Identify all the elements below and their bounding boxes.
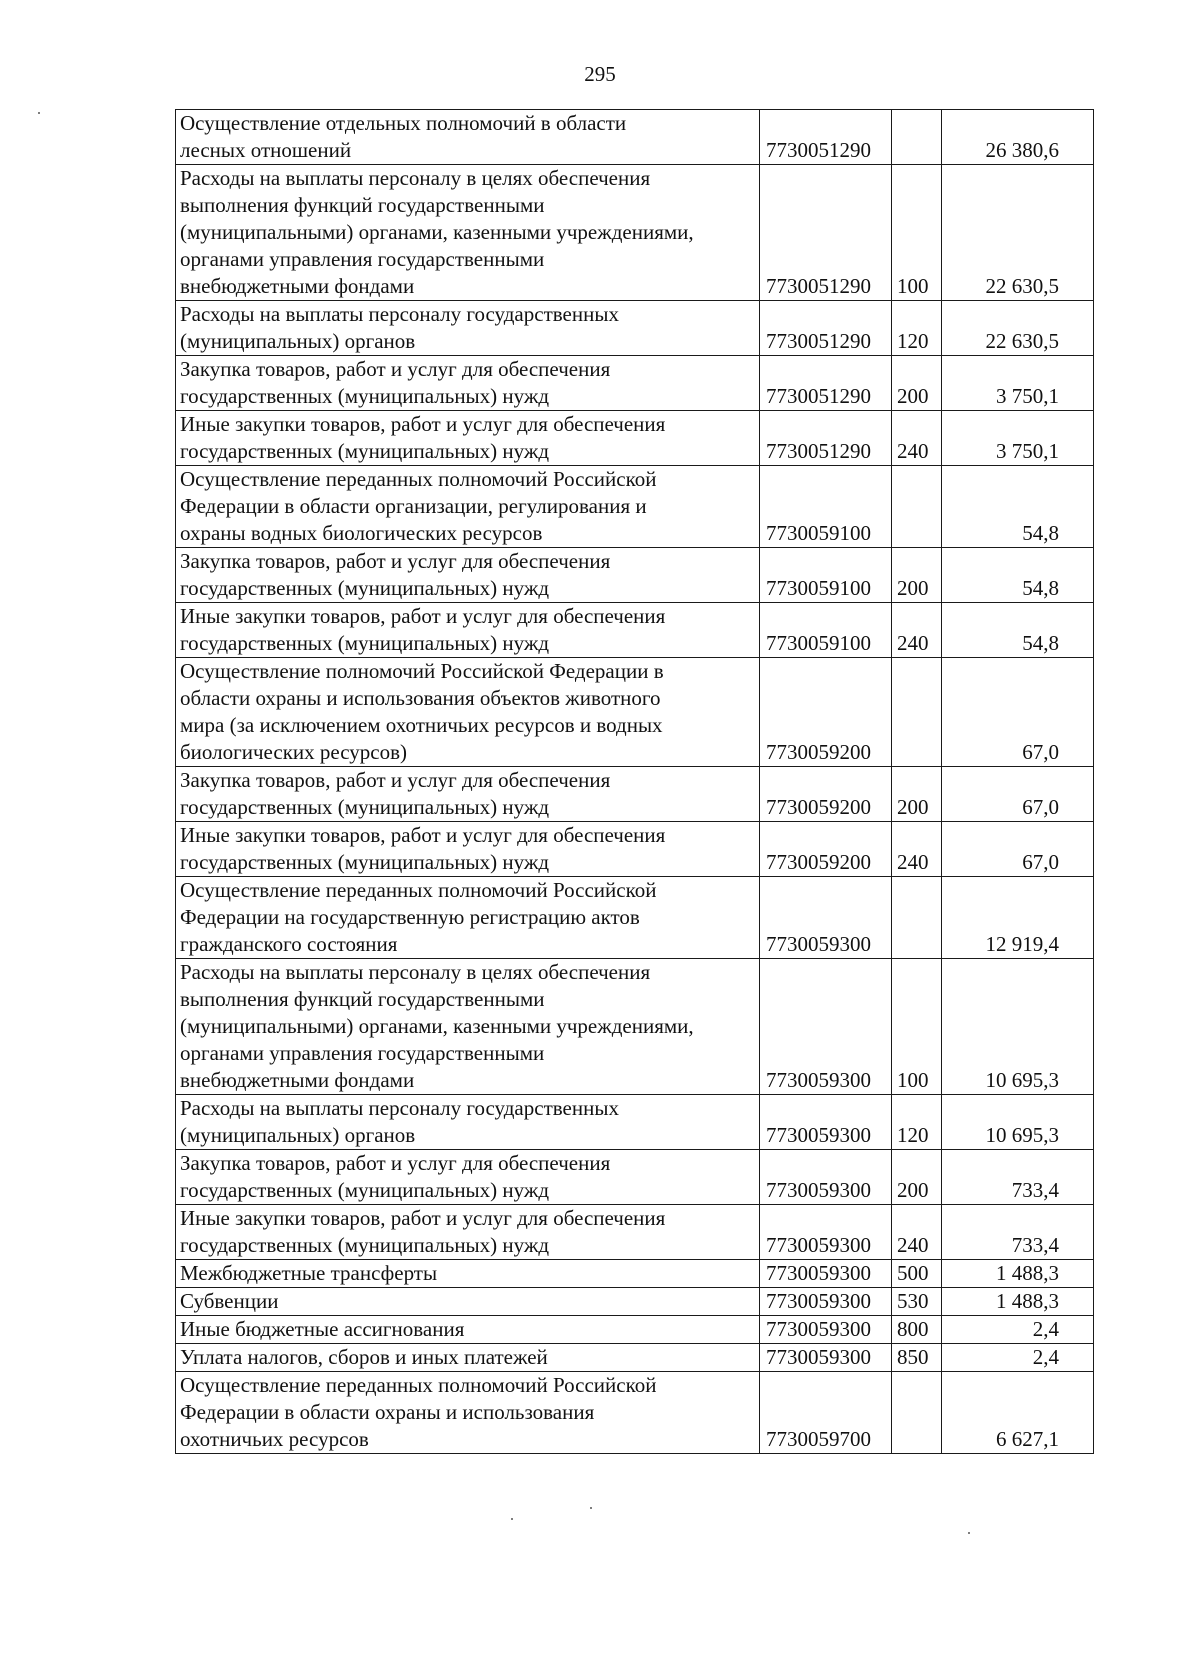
- expense-type-cell: [892, 658, 942, 767]
- expense-name-line: лесных отношений: [180, 138, 352, 162]
- table-row: [176, 1372, 1094, 1454]
- amount-cell: 54,8: [942, 548, 1094, 603]
- expense-name-line: государственных (муниципальных) нужд: [180, 384, 550, 408]
- table-row: [176, 356, 1094, 411]
- expense-type-cell: 240: [892, 822, 942, 877]
- expense-name-cell: [176, 877, 760, 959]
- amount-cell: 67,0: [942, 658, 1094, 767]
- expense-name-cell: [176, 603, 760, 658]
- expense-name-cell: [176, 356, 760, 411]
- expense-type-cell: [892, 877, 942, 959]
- table-row: [176, 165, 1094, 301]
- table-row: [176, 603, 1094, 658]
- target-code-cell: 7730051290: [760, 165, 892, 301]
- expense-name-cell: [176, 1344, 760, 1372]
- table-row: [176, 466, 1094, 548]
- expense-name-line: государственных (муниципальных) нужд: [180, 1233, 550, 1257]
- target-code-cell: 7730059100: [760, 603, 892, 658]
- table-body: [176, 110, 1094, 1454]
- target-code-cell: 7730059200: [760, 822, 892, 877]
- scan-speck: [38, 112, 40, 114]
- target-code-cell: 7730059300: [760, 877, 892, 959]
- expense-type-cell: 800: [892, 1316, 942, 1344]
- amount-cell: 22 630,5: [942, 165, 1094, 301]
- target-code-cell: 7730059300: [760, 1150, 892, 1205]
- expense-name-line: внебюджетными фондами: [180, 274, 415, 298]
- expense-name-line: органами управления государственными: [180, 247, 545, 271]
- table-row: [176, 1344, 1094, 1372]
- target-code-cell: 7730059300: [760, 1316, 892, 1344]
- expense-name-line: Закупка товаров, работ и услуг для обеспечения: [180, 1151, 611, 1175]
- amount-cell: 10 695,3: [942, 959, 1094, 1095]
- expense-name-line: государственных (муниципальных) нужд: [180, 631, 550, 655]
- amount-cell: 733,4: [942, 1150, 1094, 1205]
- expense-type-cell: [892, 1372, 942, 1454]
- expense-name-line: Иные закупки товаров, работ и услуг для обеспечения: [180, 604, 666, 628]
- table-row: [176, 877, 1094, 959]
- target-code-cell: 7730051290: [760, 110, 892, 165]
- expense-name-line: охотничьих ресурсов: [180, 1427, 369, 1451]
- expense-type-cell: 200: [892, 1150, 942, 1205]
- expense-name-line: выполнения функций государственными: [180, 193, 545, 217]
- expense-name-line: Иные закупки товаров, работ и услуг для обеспечения: [180, 1206, 666, 1230]
- expense-type-cell: [892, 110, 942, 165]
- amount-cell: 22 630,5: [942, 301, 1094, 356]
- expense-name-cell: [176, 658, 760, 767]
- expense-type-cell: 240: [892, 411, 942, 466]
- table-row: [176, 959, 1094, 1095]
- expense-name-line: Иные закупки товаров, работ и услуг для обеспечения: [180, 412, 666, 436]
- expense-name-line: (муниципальных) органов: [180, 1123, 416, 1147]
- table-row: [176, 110, 1094, 165]
- expense-name-line: мира (за исключением охотничьих ресурсов и водных: [180, 713, 663, 737]
- expense-type-cell: 850: [892, 1344, 942, 1372]
- table-row: [176, 822, 1094, 877]
- expense-name-line: внебюджетными фондами: [180, 1068, 415, 1092]
- expense-name-line: государственных (муниципальных) нужд: [180, 795, 550, 819]
- expense-name-cell: [176, 411, 760, 466]
- table-row: [176, 1288, 1094, 1316]
- expense-name-line: выполнения функций государственными: [180, 987, 545, 1011]
- table-row: [176, 411, 1094, 466]
- expense-name-line: области охраны и использования объектов животного: [180, 686, 661, 710]
- target-code-cell: 7730059300: [760, 1095, 892, 1150]
- expense-type-cell: 200: [892, 548, 942, 603]
- expense-name-line: Уплата налогов, сборов и иных платежей: [180, 1345, 548, 1369]
- expense-name-line: Закупка товаров, работ и услуг для обеспечения: [180, 549, 611, 573]
- expense-type-cell: 100: [892, 165, 942, 301]
- expense-type-cell: 200: [892, 767, 942, 822]
- target-code-cell: 7730059100: [760, 466, 892, 548]
- expense-name-line: государственных (муниципальных) нужд: [180, 1178, 550, 1202]
- expense-name-line: Расходы на выплаты персоналу в целях обеспечения: [180, 960, 651, 984]
- scan-speck: [590, 1507, 592, 1509]
- target-code-cell: 7730059300: [760, 1344, 892, 1372]
- expense-name-line: гражданского состояния: [180, 932, 398, 956]
- expense-name-line: Осуществление полномочий Российской Федерации в: [180, 659, 664, 683]
- expense-name-cell: [176, 110, 760, 165]
- expense-type-cell: 530: [892, 1288, 942, 1316]
- amount-cell: 54,8: [942, 603, 1094, 658]
- expense-name-cell: [176, 1288, 760, 1316]
- table-row: [176, 1260, 1094, 1288]
- expense-name-line: Осуществление переданных полномочий Российской: [180, 467, 657, 491]
- table-row: [176, 1316, 1094, 1344]
- expense-name-line: Межбюджетные трансферты: [180, 1261, 438, 1285]
- amount-cell: 6 627,1: [942, 1372, 1094, 1454]
- table-row: [176, 767, 1094, 822]
- expense-name-line: органами управления государственными: [180, 1041, 545, 1065]
- expense-name-line: Осуществление переданных полномочий Российской: [180, 1373, 657, 1397]
- table-row: [176, 658, 1094, 767]
- target-code-cell: 7730051290: [760, 356, 892, 411]
- expense-name-line: (муниципальными) органами, казенными учреждениями,: [180, 220, 694, 244]
- table-row: [176, 1150, 1094, 1205]
- expense-type-cell: 500: [892, 1260, 942, 1288]
- target-code-cell: 7730059300: [760, 1260, 892, 1288]
- expense-name-cell: [176, 165, 760, 301]
- expense-name-cell: [176, 1260, 760, 1288]
- expense-name-line: государственных (муниципальных) нужд: [180, 439, 550, 463]
- amount-cell: 26 380,6: [942, 110, 1094, 165]
- expense-type-cell: 240: [892, 1205, 942, 1260]
- scan-speck: [968, 1532, 970, 1534]
- table-row: [176, 548, 1094, 603]
- amount-cell: 2,4: [942, 1344, 1094, 1372]
- budget-table: [175, 109, 1094, 1454]
- expense-name-line: Закупка товаров, работ и услуг для обеспечения: [180, 768, 611, 792]
- expense-name-cell: [176, 767, 760, 822]
- expense-name-line: Федерации в области организации, регулирования и: [180, 494, 647, 518]
- expense-name-line: Осуществление переданных полномочий Российской: [180, 878, 657, 902]
- expense-name-line: Иные бюджетные ассигнования: [180, 1317, 465, 1341]
- target-code-cell: 7730059200: [760, 767, 892, 822]
- expense-type-cell: 120: [892, 301, 942, 356]
- amount-cell: 54,8: [942, 466, 1094, 548]
- amount-cell: 67,0: [942, 767, 1094, 822]
- amount-cell: 3 750,1: [942, 356, 1094, 411]
- expense-name-cell: [176, 1150, 760, 1205]
- expense-name-line: Расходы на выплаты персоналу государственных: [180, 302, 619, 326]
- expense-name-cell: [176, 466, 760, 548]
- expense-name-cell: [176, 301, 760, 356]
- expense-name-line: Расходы на выплаты персоналу в целях обеспечения: [180, 166, 651, 190]
- expense-name-line: государственных (муниципальных) нужд: [180, 576, 550, 600]
- expense-name-line: Расходы на выплаты персоналу государственных: [180, 1096, 619, 1120]
- expense-name-cell: [176, 548, 760, 603]
- expense-name-cell: [176, 1372, 760, 1454]
- scan-speck: [511, 1518, 513, 1520]
- amount-cell: 12 919,4: [942, 877, 1094, 959]
- expense-name-cell: [176, 959, 760, 1095]
- expense-type-cell: 200: [892, 356, 942, 411]
- target-code-cell: 7730051290: [760, 301, 892, 356]
- expense-name-line: Федерации в области охраны и использования: [180, 1400, 595, 1424]
- target-code-cell: 7730059200: [760, 658, 892, 767]
- expense-name-line: Субвенции: [180, 1289, 279, 1313]
- target-code-cell: 7730051290: [760, 411, 892, 466]
- expense-name-cell: [176, 1095, 760, 1150]
- expense-name-line: (муниципальных) органов: [180, 329, 416, 353]
- expense-name-cell: [176, 822, 760, 877]
- expense-name-line: Закупка товаров, работ и услуг для обеспечения: [180, 357, 611, 381]
- target-code-cell: 7730059100: [760, 548, 892, 603]
- amount-cell: 2,4: [942, 1316, 1094, 1344]
- expense-name-line: Иные закупки товаров, работ и услуг для обеспечения: [180, 823, 666, 847]
- expense-name-line: (муниципальными) органами, казенными учреждениями,: [180, 1014, 694, 1038]
- expense-name-line: Федерации на государственную регистрацию актов: [180, 905, 640, 929]
- expense-type-cell: [892, 466, 942, 548]
- target-code-cell: 7730059300: [760, 1205, 892, 1260]
- expense-name-line: Осуществление отдельных полномочий в области: [180, 111, 627, 135]
- table-row: [176, 1205, 1094, 1260]
- expense-type-cell: 240: [892, 603, 942, 658]
- expense-type-cell: 120: [892, 1095, 942, 1150]
- expense-name-line: государственных (муниципальных) нужд: [180, 850, 550, 874]
- table-row: [176, 301, 1094, 356]
- table-row: [176, 1095, 1094, 1150]
- expense-name-line: охраны водных биологических ресурсов: [180, 521, 543, 545]
- expense-name-line: биологических ресурсов): [180, 740, 408, 764]
- amount-cell: 733,4: [942, 1205, 1094, 1260]
- expense-name-cell: [176, 1316, 760, 1344]
- target-code-cell: 7730059300: [760, 959, 892, 1095]
- amount-cell: 1 488,3: [942, 1260, 1094, 1288]
- expense-name-cell: [176, 1205, 760, 1260]
- page-number: 295: [584, 62, 616, 86]
- target-code-cell: 7730059700: [760, 1372, 892, 1454]
- amount-cell: 67,0: [942, 822, 1094, 877]
- amount-cell: 1 488,3: [942, 1288, 1094, 1316]
- amount-cell: 10 695,3: [942, 1095, 1094, 1150]
- amount-cell: 3 750,1: [942, 411, 1094, 466]
- expense-type-cell: 100: [892, 959, 942, 1095]
- target-code-cell: 7730059300: [760, 1288, 892, 1316]
